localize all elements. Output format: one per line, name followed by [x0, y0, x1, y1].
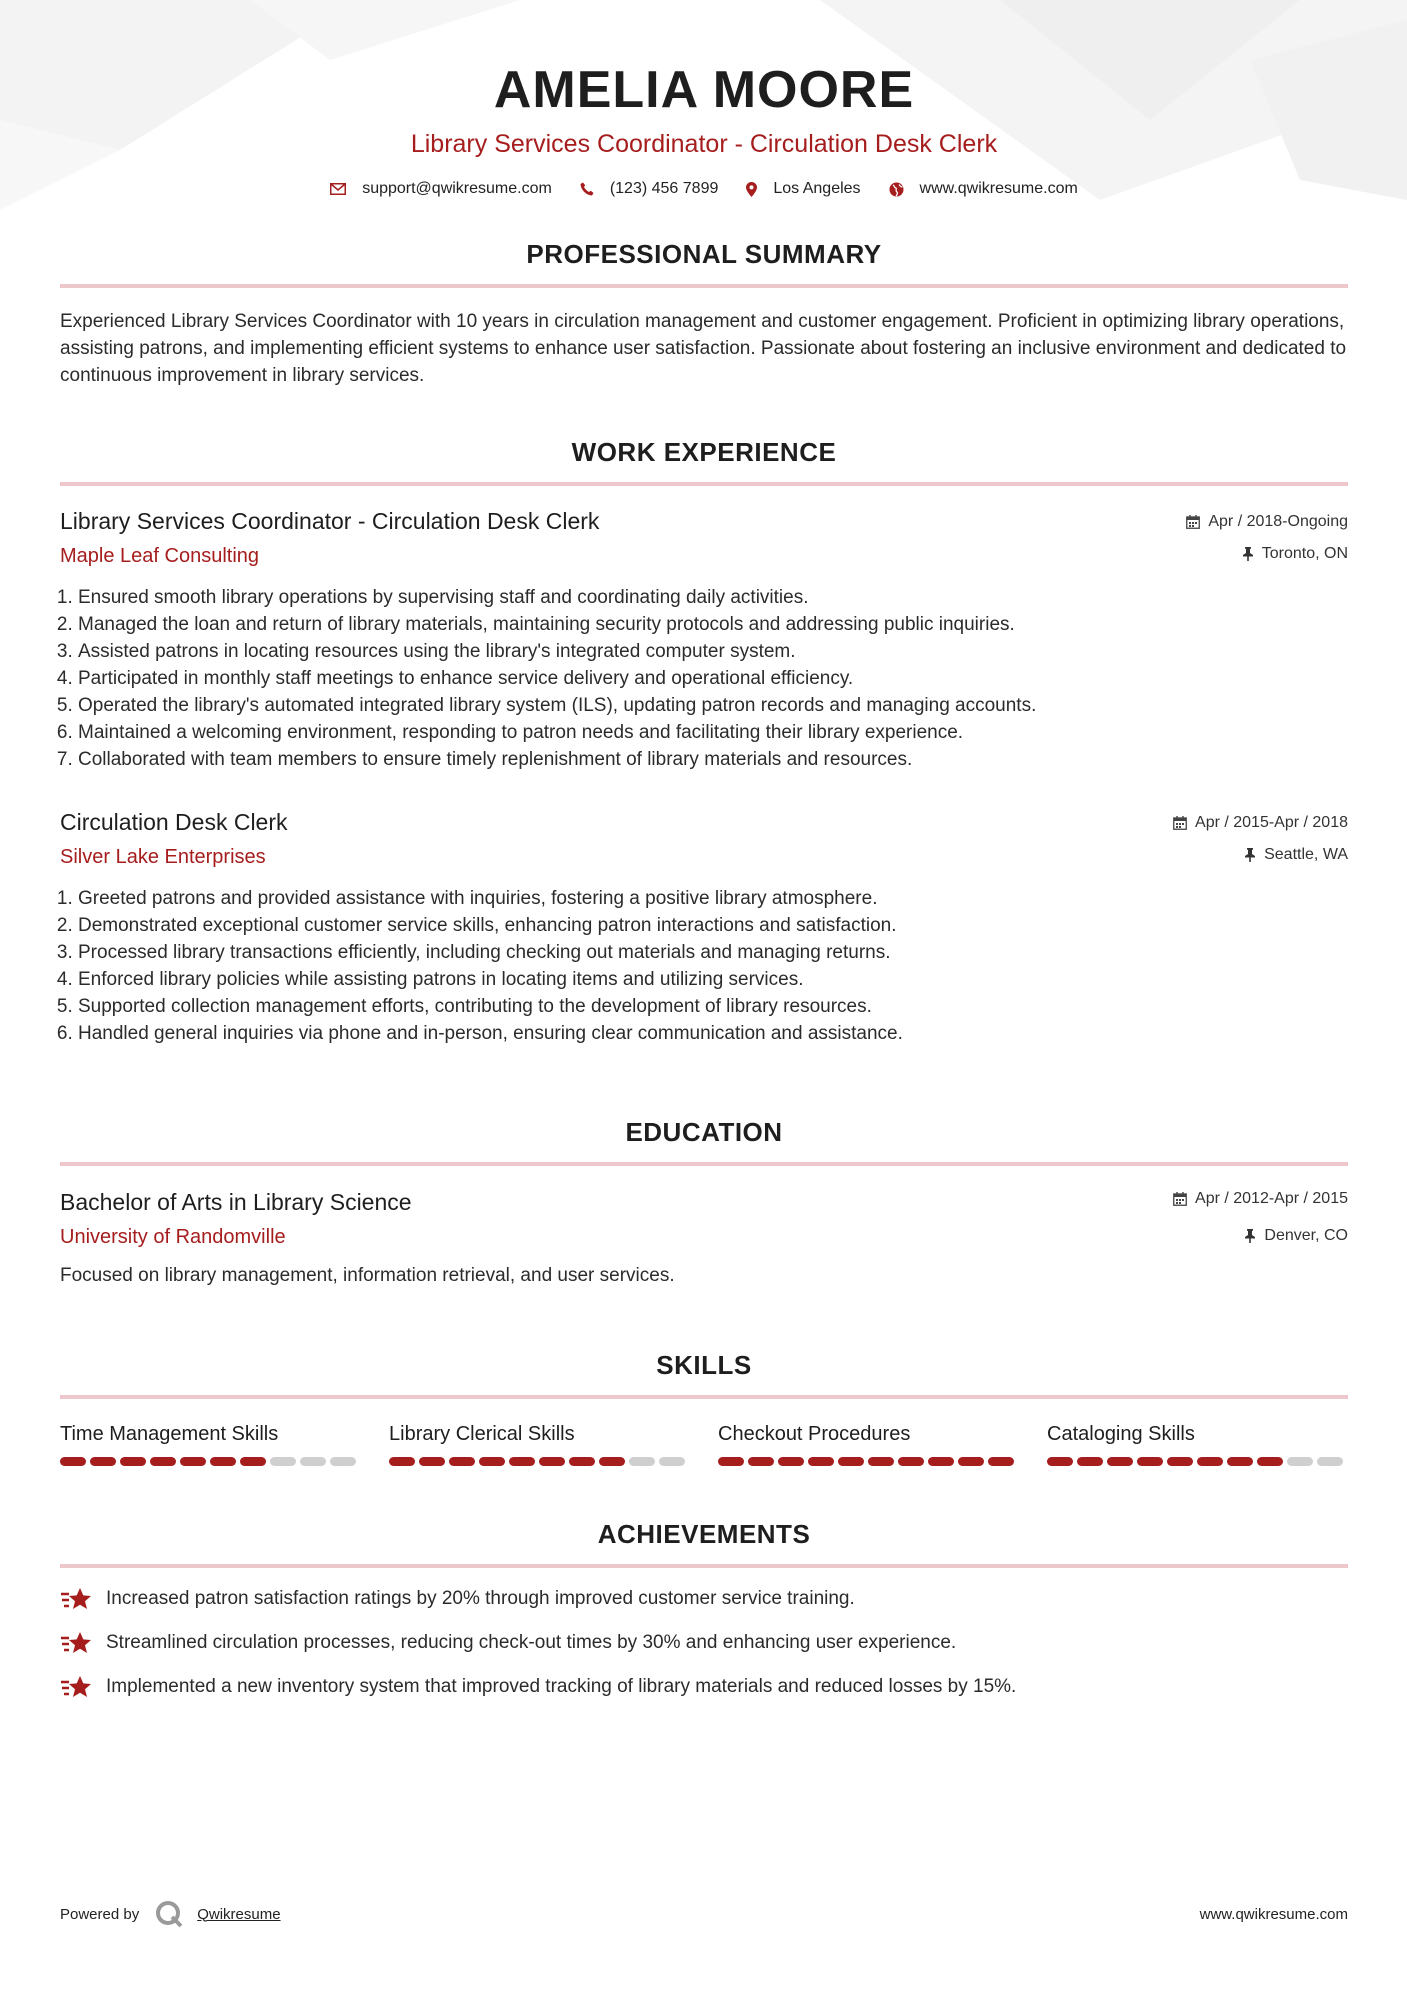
summary-text: Experienced Library Services Coordinator with 10 years in circulation management and customer engagement. Proficient in optimizing library operations, assisting patrons, and implementing efficient systems to enhance user satisfaction. Passionate about fostering an inclusive environment and dedicated to continuous improvement in library services.: [60, 311, 1347, 386]
section-title: EDUCATION: [625, 1117, 783, 1147]
job-location: [1244, 843, 1348, 867]
skill-segment-filled: [718, 1457, 744, 1466]
education-location: [1244, 1224, 1348, 1248]
phone-icon: [580, 182, 594, 196]
skill-name: Time Management Skills: [60, 1423, 279, 1445]
skill-segment-filled: [210, 1457, 236, 1466]
star-badge-icon: [60, 1674, 92, 1700]
job-date-text: Apr / 2015-Apr / 2018: [1195, 814, 1348, 831]
job-title: Circulation Desk Clerk: [60, 809, 288, 835]
skill-segment-filled: [90, 1457, 116, 1466]
pushpin-icon: [1242, 547, 1254, 561]
skills-list: [60, 1421, 1348, 1466]
skill-segment-empty: [270, 1457, 296, 1466]
section-divider: [60, 1395, 1348, 1399]
pushpin-icon: [1244, 1229, 1256, 1243]
skill-segment-filled: [1107, 1457, 1133, 1466]
list-item: 1. Greeted patrons and provided assistance with inquiries, fostering a positive library atmosphere.: [78, 885, 903, 912]
footer-url[interactable]: www.qwikresume.com: [1199, 1906, 1348, 1923]
map-pin-icon: [746, 182, 757, 197]
skill-segment-filled: [180, 1457, 206, 1466]
list-item: 5. Supported collection management efforts, contributing to the development of library resources.: [78, 993, 903, 1020]
skill-segment-filled: [150, 1457, 176, 1466]
skill-segment-filled: [1167, 1457, 1193, 1466]
resume-header: [60, 0, 1348, 198]
job-date: [1186, 510, 1348, 534]
list-item: 6. Handled general inquiries via phone and in-person, ensuring clear communication and assistance.: [78, 1020, 903, 1047]
skill-segment-empty: [1317, 1457, 1343, 1466]
skill-item: [1047, 1421, 1347, 1466]
education-description: Focused on library management, information retrieval, and user services.: [60, 1265, 675, 1286]
calendar-icon: [1186, 515, 1200, 529]
contact-location: [746, 180, 860, 198]
degree-title: Bachelor of Arts in Library Science: [60, 1189, 412, 1215]
location-text: Los Angeles: [773, 180, 861, 197]
skill-segment-filled: [958, 1457, 984, 1466]
skill-segment-filled: [1257, 1457, 1283, 1466]
contact-phone[interactable]: [580, 180, 719, 198]
achievement-text: Increased patron satisfaction ratings by 20% through improved customer service training.: [106, 1588, 855, 1609]
job-company: Maple Leaf Consulting: [60, 545, 260, 567]
list-item: 7. Collaborated with team members to ensure timely replenishment of library materials and resources.: [78, 746, 1036, 773]
envelope-icon: [330, 183, 346, 195]
skill-segment-filled: [1077, 1457, 1103, 1466]
experience-section: [60, 436, 1348, 486]
skill-segment-filled: [1137, 1457, 1163, 1466]
phone-text: (123) 456 7899: [609, 180, 719, 197]
skill-segment-filled: [389, 1457, 415, 1466]
achievement-item: [60, 1586, 1348, 1612]
skill-segment-filled: [120, 1457, 146, 1466]
page-footer: [60, 1892, 1348, 1932]
skill-segment-filled: [928, 1457, 954, 1466]
section-divider: [60, 1162, 1348, 1166]
skill-segment-filled: [449, 1457, 475, 1466]
star-badge-icon: [60, 1586, 92, 1612]
section-title: WORK EXPERIENCE: [571, 437, 837, 467]
summary-section: [60, 238, 1348, 389]
skill-segment-filled: [419, 1457, 445, 1466]
job-date: [1173, 811, 1348, 835]
job-location: [1242, 542, 1348, 566]
section-title: SKILLS: [656, 1350, 752, 1380]
skill-segment-empty: [629, 1457, 655, 1466]
skill-segment-filled: [1197, 1457, 1223, 1466]
skill-segment-filled: [748, 1457, 774, 1466]
list-item: 3. Processed library transactions efficiently, including checking out materials and managing returns.: [78, 939, 903, 966]
skill-name: Checkout Procedures: [718, 1423, 911, 1445]
skills-section: [60, 1349, 1348, 1466]
list-item: 6. Maintained a welcoming environment, responding to patron needs and facilitating their library experience.: [78, 719, 1036, 746]
achievement-item: [60, 1630, 1348, 1656]
skill-level-bar: [1047, 1457, 1347, 1466]
achievement-text: Implemented a new inventory system that improved tracking of library materials and reduced losses by 15%.: [106, 1676, 1017, 1697]
skill-segment-filled: [539, 1457, 565, 1466]
contact-email[interactable]: [330, 180, 552, 198]
skill-segment-empty: [300, 1457, 326, 1466]
candidate-title: Library Services Coordinator - Circulation Desk Clerk: [410, 130, 998, 158]
skill-segment-filled: [60, 1457, 86, 1466]
list-item: 4. Enforced library policies while assisting patrons in locating items and utilizing services.: [78, 966, 903, 993]
skill-item: [718, 1421, 1018, 1466]
job-date-text: Apr / 2018-Ongoing: [1208, 513, 1348, 530]
job-bullets: [60, 885, 903, 1047]
skill-segment-filled: [988, 1457, 1014, 1466]
email-text: support@qwikresume.com: [362, 180, 552, 197]
skill-segment-filled: [868, 1457, 894, 1466]
candidate-name: AMELIA MOORE: [493, 61, 915, 119]
achievement-item: [60, 1674, 1348, 1700]
education-location-text: Denver, CO: [1264, 1227, 1348, 1244]
section-divider: [60, 1564, 1348, 1568]
job-location-text: Seattle, WA: [1264, 846, 1348, 863]
skill-segment-filled: [838, 1457, 864, 1466]
skill-segment-filled: [240, 1457, 266, 1466]
section-divider: [60, 482, 1348, 486]
skill-level-bar: [718, 1457, 1018, 1466]
qwikresume-link[interactable]: Qwikresume: [197, 1905, 281, 1923]
education-date-text: Apr / 2012-Apr / 2015: [1195, 1190, 1348, 1207]
skill-segment-filled: [569, 1457, 595, 1466]
section-title: ACHIEVEMENTS: [597, 1519, 811, 1549]
achievement-text: Streamlined circulation processes, reducing check-out times by 30% and enhancing user experience.: [106, 1632, 957, 1653]
list-item: 2. Managed the loan and return of library materials, maintaining security protocols and addressing public inquiries.: [78, 611, 1036, 638]
job-bullets: [60, 584, 1036, 773]
qwikresume-logo-icon: [155, 1900, 183, 1928]
skill-name: Cataloging Skills: [1047, 1423, 1195, 1445]
contact-row: [60, 180, 1348, 198]
pushpin-icon: [1244, 848, 1256, 862]
skill-level-bar: [60, 1457, 360, 1466]
skill-segment-filled: [898, 1457, 924, 1466]
star-badge-icon: [60, 1630, 92, 1656]
calendar-icon: [1173, 1192, 1187, 1206]
job-company: Silver Lake Enterprises: [60, 846, 266, 868]
list-item: 3. Assisted patrons in locating resources using the library's integrated computer system.: [78, 638, 1036, 665]
skill-segment-filled: [778, 1457, 804, 1466]
job-location-text: Toronto, ON: [1261, 545, 1348, 562]
powered-by: [60, 1900, 281, 1928]
education-date: [1173, 1187, 1348, 1211]
skill-segment-filled: [509, 1457, 535, 1466]
list-item: 2. Demonstrated exceptional customer service skills, enhancing patron interactions and satisfaction.: [78, 912, 903, 939]
skill-item: [60, 1421, 360, 1466]
skill-segment-filled: [479, 1457, 505, 1466]
section-divider: [60, 284, 1348, 288]
achievements-section: [60, 1518, 1348, 1700]
skill-segment-empty: [330, 1457, 356, 1466]
calendar-icon: [1173, 816, 1187, 830]
skill-segment-filled: [1047, 1457, 1073, 1466]
contact-website[interactable]: [889, 180, 1078, 198]
skill-segment-empty: [1287, 1457, 1313, 1466]
list-item: 4. Participated in monthly staff meetings to enhance service delivery and operational efficiency.: [78, 665, 1036, 692]
website-text: www.qwikresume.com: [919, 180, 1078, 197]
skill-segment-filled: [808, 1457, 834, 1466]
list-item: 5. Operated the library's automated integrated library system (ILS), updating patron records and managing accounts.: [78, 692, 1036, 719]
powered-by-label: Powered by: [60, 1905, 140, 1923]
skill-segment-filled: [599, 1457, 625, 1466]
list-item: 1. Ensured smooth library operations by supervising staff and coordinating daily activities.: [78, 584, 1036, 611]
globe-icon: [889, 182, 904, 197]
skill-name: Library Clerical Skills: [389, 1423, 575, 1445]
skill-segment-filled: [1227, 1457, 1253, 1466]
skill-item: [389, 1421, 689, 1466]
section-title: PROFESSIONAL SUMMARY: [526, 239, 882, 269]
education-section: [60, 1116, 1348, 1166]
job-title: Library Services Coordinator - Circulation Desk Clerk: [60, 508, 600, 534]
skill-level-bar: [389, 1457, 689, 1466]
skill-segment-empty: [659, 1457, 685, 1466]
school-name: University of Randomville: [60, 1226, 286, 1248]
